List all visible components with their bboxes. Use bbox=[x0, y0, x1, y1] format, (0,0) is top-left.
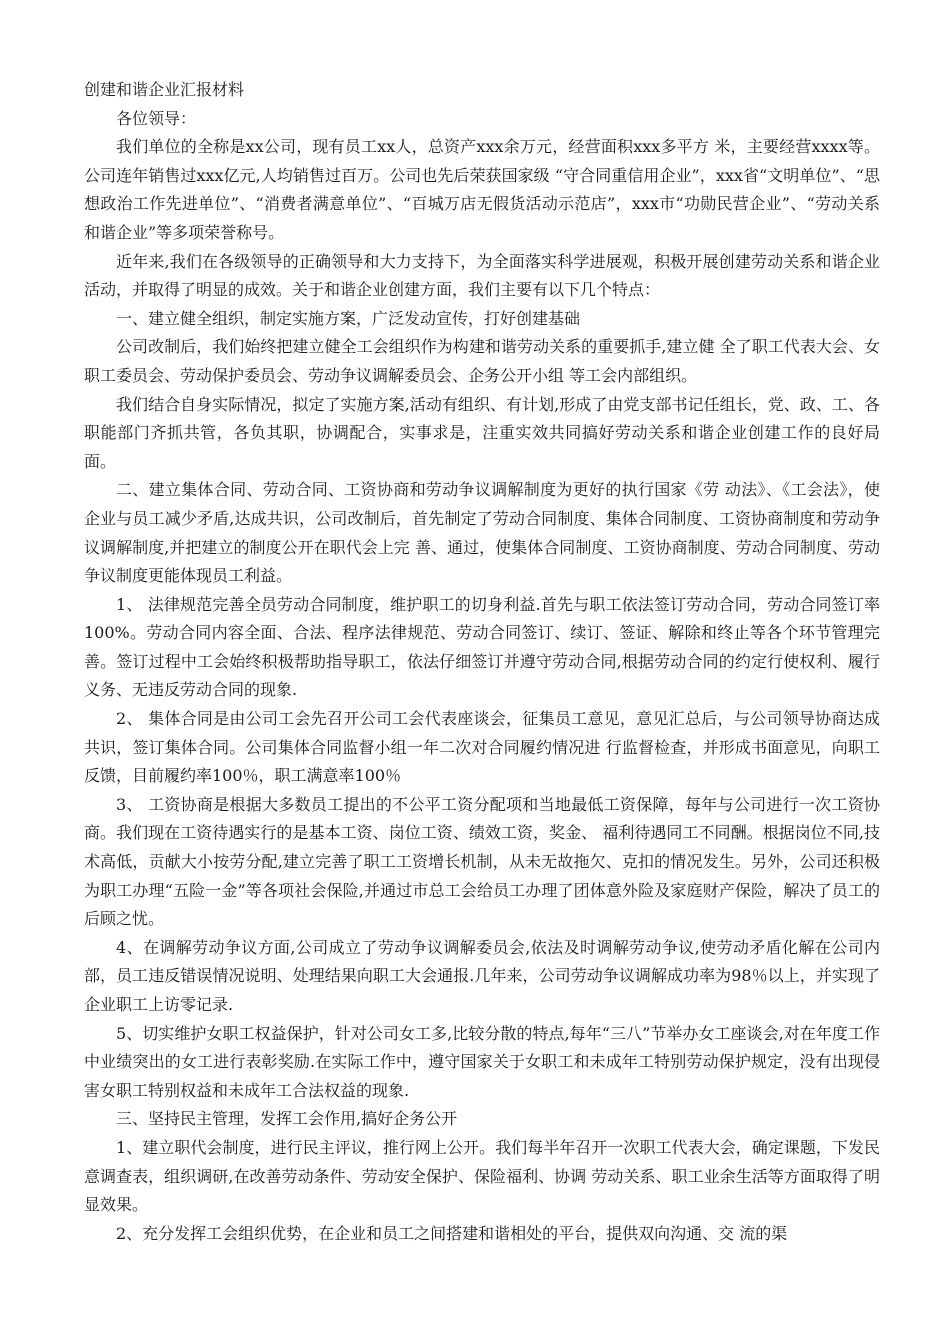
item-4: 4、在调解劳动争议方面,公司成立了劳动争议调解委员会,依法及时调解劳动争议,使劳动矛盾化解在公司内部，员工违反错误情况说明、处理结果向职工大会通报.几年来，公司劳动争议调解成功率为98％以上，并实现了企业职工上访零记录. bbox=[84, 937, 880, 1014]
item-6: 1、建立职代会制度，进行民主评议，推行网上公开。我们每半年召开一次职工代表大会，确定课题，下发民意调查表，组织调研,在改善劳动条件、劳动安全保护、保险福利、协调 劳动关系、职工业余生活等方面取得了明显效果。 bbox=[84, 1137, 880, 1215]
salutation: 各位领导： bbox=[116, 108, 197, 128]
paragraph-4: 我们结合自身实际情况，拟定了实施方案,活动有组织、有计划,形成了由党支部书记任组长，党、政、工、各职能部门齐抓共管，各负其职，协调配合，实事求是，注重实效共同搞好劳动关系和谐企业创建工作的良好局面。 bbox=[84, 394, 880, 471]
paragraph-3: 公司改制后，我们始终把建立健全工会组织作为构建和谐劳动关系的重要抓手,建立健 全了职工代表大会、女职工委员会、劳动保护委员会、劳动争议调解委员会、企务公开小组 等工会内部组织。 bbox=[84, 337, 880, 385]
paragraph-2: 近年来,我们在各级领导的正确领导和大力支持下，为全面落实科学进展观，积极开展创建劳动关系和谐企业活动，并取得了明显的成效。关于和谐企业创建方面，我们主要有以下几个特点： bbox=[84, 251, 880, 300]
document-title: 创建和谐企业汇报材料 bbox=[84, 80, 245, 99]
item-1: 1、 法律规范完善全员劳动合同制度，维护职工的切身利益.首先与职工依法签订劳动合同，劳动合同签订率 100%。劳动合同内容全面、合法、程序法律规范、劳动合同签订、续订、签证、解除和终止等各个环节管理完善。签订过程中工会始终积极帮助指导职工，依法仔细签订并遵守劳动合同,根据劳动合同的约定行使权利、履行义务、无违反劳动合同的现象. bbox=[84, 594, 880, 700]
item-5: 5、切实维护女职工权益保护，针对公司女工多,比较分散的特点,每年“三八”节举办女工座谈会,对在年度工作中业绩突出的女工进行表彰奖励.在实际工作中，遵守国家关于女职工和未成年工特别劳动保护规定，没有出现侵害女职工特别权益和未成年工合法权益的现象. bbox=[84, 1023, 880, 1100]
item-3: 3、 工资协商是根据大多数员工提出的不公平工资分配项和当地最低工资保障，每年与公司进行一次工资协商。我们现在工资待遇实行的是基本工资、岗位工资、绩效工资，奖金、 福利待遇同工不同酬。根据岗位不同,技术高低，贡献大小按劳分配,建立完善了职工工资增长机制，从未无故拖欠、克扣的情况发生。另外，公司还积极为职工办理“五险一金”等各项社会保险,并通过市总工会给员工办理了团体意外险及家庭财产保险，解决了员工的后顾之忧。 bbox=[84, 794, 880, 929]
item-2: 2、 集体合同是由公司工会先召开公司工会代表座谈会，征集员工意见，意见汇总后，与公司领导协商达成共识，签订集体合同。公司集体合同监督小组一年二次对合同履约情况进 行监督检查，并形成书面意见，向职工反馈，目前履约率100％，职工满意率100％ bbox=[84, 709, 880, 786]
section-heading-1: 一、建立健全组织，制定实施方案，广泛发动宣传，打好创建基础 bbox=[116, 308, 581, 328]
section-heading-3: 三、坚持民主管理，发挥工会作用,搞好企务公开 bbox=[116, 1109, 458, 1129]
item-7: 2、充分发挥工会组织优势，在企业和员工之间搭建和谐相处的平台，提供双向沟通、交 流的渠 bbox=[116, 1223, 788, 1243]
section-heading-2: 二、建立集体合同、劳动合同、工资协商和劳动争议调解制度为更好的执行国家《劳 动法》、《工会法》，使企业与员工减少矛盾,达成共识，公司改制后，首先制定了劳动合同制度、集体合同制度、工资协商制度和劳动争议调解制度,并把建立的制度公开在职代会上完 善、通过，使集体合同制度、工资协商制度、劳动合同制度、劳动争议制度更能体现员工利益。 bbox=[84, 480, 880, 586]
paragraph-1: 我们单位的全称是xx公司，现有员工xx人，总资产xxx余万元，经营面积xxx多平方 米，主要经营xxxx等。公司连年销售过xxx亿元,人均销售过百万。公司也先后荣获国家级 “守合同重信用企业”，xxx省“文明单位”、“思想政治工作先进单位”、“消费者满意单位”、“百城万店无假货活动示范店”，xxx市“功勋民营企业”、“劳动关系和谐企业”等多项荣誉称号。 bbox=[84, 137, 880, 242]
